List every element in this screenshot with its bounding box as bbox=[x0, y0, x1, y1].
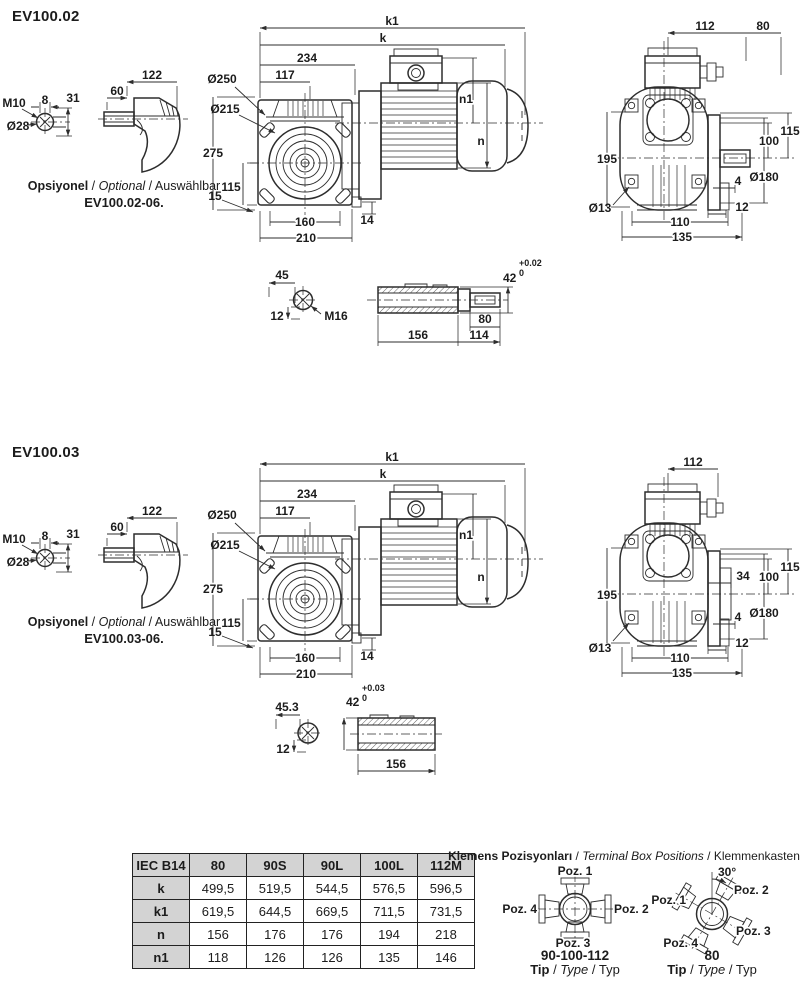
table-header-cell: 90L bbox=[304, 854, 361, 877]
caption-sep: / bbox=[145, 615, 155, 629]
table-cell: 711,5 bbox=[361, 900, 418, 923]
dim-275: 275 bbox=[202, 582, 224, 596]
dim-195: 195 bbox=[596, 588, 618, 602]
table-cell: 135 bbox=[361, 946, 418, 969]
caption-tr: Opsiyonel bbox=[27, 615, 89, 629]
caption-code: EV100.02-06. bbox=[84, 195, 164, 210]
label-30deg: 30° bbox=[718, 865, 737, 879]
dim-d28: Ø28 bbox=[6, 119, 30, 133]
label-poz4: Poz. 4 bbox=[502, 902, 537, 916]
terminal-box-title bbox=[440, 849, 807, 863]
dim-31: 31 bbox=[66, 91, 80, 105]
type-sep: / bbox=[588, 962, 599, 977]
type-en: Type bbox=[697, 962, 726, 977]
dim-m10: M10 bbox=[2, 96, 26, 110]
label-poz1: Poz. 1 bbox=[651, 893, 686, 907]
table-cell: 156 bbox=[190, 923, 247, 946]
ev03-front-drawing bbox=[195, 451, 550, 701]
label-poz3: Poz. 3 bbox=[736, 924, 771, 938]
label-poz2: Poz. 2 bbox=[614, 902, 649, 916]
key-end-view bbox=[269, 268, 348, 323]
label-poz4: Poz. 4 bbox=[663, 936, 698, 950]
dim-d180: Ø180 bbox=[749, 170, 779, 184]
table-cell: 731,5 bbox=[418, 900, 475, 923]
dimensions bbox=[203, 450, 525, 681]
dim-122: 122 bbox=[141, 68, 163, 82]
table-header-cell: 112M bbox=[418, 854, 475, 877]
type-sep: / bbox=[725, 962, 736, 977]
dim-117: 117 bbox=[275, 68, 295, 82]
dim-156: 156 bbox=[407, 328, 429, 342]
table-row-label: n bbox=[133, 923, 190, 946]
dim-14: 14 bbox=[360, 213, 374, 227]
dim-210: 210 bbox=[295, 231, 317, 245]
ev02-shaft-drawing bbox=[255, 250, 550, 350]
dim-12: 12 bbox=[735, 636, 749, 650]
terminal-box-80-type-line bbox=[647, 962, 777, 977]
type-de: Typ bbox=[735, 962, 757, 977]
dim-m10: M10 bbox=[2, 532, 26, 546]
dim-tol-zero: 0 bbox=[362, 693, 368, 703]
dim-114: 114 bbox=[469, 328, 489, 342]
caption-sep: / bbox=[88, 179, 99, 193]
dim-n: n bbox=[477, 134, 485, 148]
caption-tr: Opsiyonel bbox=[27, 179, 89, 193]
dim-tol-upper: +0.03 bbox=[362, 683, 385, 693]
terminal-box-90-type-line bbox=[510, 962, 640, 977]
terminal-title-sep: / bbox=[703, 849, 714, 863]
type-sep: / bbox=[686, 962, 698, 977]
dim-275: 275 bbox=[202, 146, 224, 160]
table-row-label: k1 bbox=[133, 900, 190, 923]
table-cell: 218 bbox=[418, 923, 475, 946]
dim-115: 115 bbox=[780, 124, 800, 138]
label-poz2: Poz. 2 bbox=[734, 883, 769, 897]
dim-12: 12 bbox=[276, 742, 290, 756]
caption-de: Auswählbar bbox=[154, 179, 221, 193]
dim-112: 112 bbox=[683, 455, 703, 469]
dim-15: 15 bbox=[208, 625, 222, 639]
table-cell: 118 bbox=[190, 946, 247, 969]
terminal-title-sep: / bbox=[572, 849, 583, 863]
dim-112: 112 bbox=[695, 19, 715, 33]
type-tr: Tip bbox=[667, 962, 687, 977]
dim-135: 135 bbox=[671, 666, 693, 680]
dim-234: 234 bbox=[296, 487, 318, 501]
dim-12: 12 bbox=[270, 309, 284, 323]
table-cell: 576,5 bbox=[361, 877, 418, 900]
shaft-end-view bbox=[2, 91, 80, 137]
dim-115: 115 bbox=[780, 560, 800, 574]
terminal-title-de: Klemmenkasten bbox=[713, 849, 800, 863]
leader-d13 bbox=[613, 623, 629, 641]
dim-156: 156 bbox=[385, 757, 407, 771]
table-cell: 146 bbox=[418, 946, 475, 969]
dim-d215: Ø215 bbox=[210, 538, 240, 552]
dim-8: 8 bbox=[41, 529, 49, 543]
dim-k: k bbox=[379, 31, 387, 45]
gearbox-outline bbox=[258, 100, 361, 207]
dim-115: 115 bbox=[221, 616, 241, 630]
section-title-ev100-03: EV100.03 bbox=[12, 444, 80, 461]
dim-d250: Ø250 bbox=[207, 72, 237, 86]
type-tr: Tip bbox=[530, 962, 550, 977]
table-cell: 499,5 bbox=[190, 877, 247, 900]
torque-arm-view bbox=[98, 504, 188, 608]
type-sep: / bbox=[549, 962, 561, 977]
leader-d28 bbox=[28, 124, 37, 125]
dim-d28: Ø28 bbox=[6, 555, 30, 569]
dim-m16: M16 bbox=[324, 309, 348, 323]
table-cell: 669,5 bbox=[304, 900, 361, 923]
housing-outline bbox=[620, 484, 731, 646]
caption-sep: / bbox=[88, 615, 99, 629]
dim-k1: k1 bbox=[385, 450, 399, 464]
label-poz3: Poz. 3 bbox=[555, 936, 591, 950]
dim-d215: Ø215 bbox=[210, 102, 240, 116]
dim-4: 4 bbox=[734, 174, 742, 188]
caption-de: Auswählbar bbox=[154, 615, 221, 629]
type-en: Type bbox=[560, 962, 589, 977]
dim-60: 60 bbox=[110, 84, 124, 98]
table-cell: 176 bbox=[247, 923, 304, 946]
table-cell: 126 bbox=[247, 946, 304, 969]
terminal-box-80-diagram bbox=[650, 865, 790, 949]
table-row bbox=[133, 946, 475, 969]
leader-m10 bbox=[22, 545, 38, 554]
dimensions bbox=[203, 14, 525, 245]
dim-160: 160 bbox=[294, 215, 316, 229]
dim-42: 42 bbox=[503, 271, 517, 285]
label-poz1: Poz. 1 bbox=[557, 864, 593, 878]
terminal-title-tr: Klemens Pozisyonları bbox=[448, 849, 573, 863]
dim-210: 210 bbox=[295, 667, 317, 681]
dim-4: 4 bbox=[734, 610, 742, 624]
dim-14: 14 bbox=[360, 649, 374, 663]
dim-k1: k1 bbox=[385, 14, 399, 28]
table-cell: 619,5 bbox=[190, 900, 247, 923]
dim-234: 234 bbox=[296, 51, 318, 65]
table-cell: 176 bbox=[304, 923, 361, 946]
dim-122: 122 bbox=[141, 504, 163, 518]
dim-34: 34 bbox=[736, 569, 750, 583]
hollow-shaft-section bbox=[344, 683, 442, 775]
caption-en: Optional bbox=[98, 615, 146, 629]
shaft-end-view bbox=[2, 527, 80, 573]
dim-tol-zero: 0 bbox=[519, 268, 525, 278]
leader-m16 bbox=[311, 306, 321, 314]
table-header-cell: 100L bbox=[361, 854, 418, 877]
table-row bbox=[133, 900, 475, 923]
dim-80: 80 bbox=[756, 19, 770, 33]
terminal-box-80-name: 80 bbox=[704, 948, 720, 963]
table-row bbox=[133, 877, 475, 900]
dim-d180: Ø180 bbox=[749, 606, 779, 620]
dim-31: 31 bbox=[66, 527, 80, 541]
dim-n: n bbox=[477, 570, 485, 584]
table-cell: 194 bbox=[361, 923, 418, 946]
shaft-section bbox=[367, 258, 542, 346]
table-cell: 519,5 bbox=[247, 877, 304, 900]
dim-160: 160 bbox=[294, 651, 316, 665]
dim-135: 135 bbox=[671, 230, 693, 244]
dim-d250: Ø250 bbox=[207, 508, 237, 522]
table-header-cell: 90S bbox=[247, 854, 304, 877]
housing-outline bbox=[620, 48, 750, 210]
table-row-label: k bbox=[133, 877, 190, 900]
dim-195: 195 bbox=[596, 152, 618, 166]
ev03-shaft-drawing bbox=[270, 680, 550, 790]
dim-100: 100 bbox=[758, 134, 780, 148]
dim-115: 115 bbox=[221, 180, 241, 194]
ev02-front-drawing bbox=[195, 15, 550, 265]
ev02-side-drawing bbox=[585, 15, 807, 260]
caption-sep: / bbox=[145, 179, 155, 193]
dim-110: 110 bbox=[670, 215, 690, 229]
motor-outline bbox=[342, 49, 528, 199]
table-header-cell: 80 bbox=[190, 854, 247, 877]
dim-42: 42 bbox=[346, 695, 360, 709]
dim-12: 12 bbox=[735, 200, 749, 214]
caption-en: Optional bbox=[98, 179, 146, 193]
table-header-row bbox=[133, 854, 475, 877]
leader-m10 bbox=[22, 109, 38, 118]
terminal-box-90-100-112-diagram bbox=[495, 864, 649, 950]
ev03-side-drawing bbox=[585, 451, 807, 696]
dim-d13: Ø13 bbox=[588, 201, 612, 215]
table-cell: 544,5 bbox=[304, 877, 361, 900]
dim-n1: n1 bbox=[458, 92, 474, 106]
caption-code: EV100.03-06. bbox=[84, 631, 164, 646]
dim-45: 45 bbox=[275, 268, 289, 282]
dim-45-3: 45.3 bbox=[275, 700, 299, 714]
iec-dimension-table bbox=[132, 853, 475, 969]
table-cell: 644,5 bbox=[247, 900, 304, 923]
table-cell: 126 bbox=[304, 946, 361, 969]
table-cell: 596,5 bbox=[418, 877, 475, 900]
dim-tol-upper: +0.02 bbox=[519, 258, 542, 268]
dim-15: 15 bbox=[208, 189, 222, 203]
torque-arm-view bbox=[98, 68, 188, 172]
section-title-ev100-02: EV100.02 bbox=[12, 8, 80, 25]
dim-117: 117 bbox=[275, 504, 295, 518]
terminal-box-90-name: 90-100-112 bbox=[540, 948, 610, 963]
terminal-title-en: Terminal Box Positions bbox=[582, 849, 704, 863]
table-row bbox=[133, 923, 475, 946]
dim-d13: Ø13 bbox=[588, 641, 612, 655]
motor-outline bbox=[342, 485, 528, 635]
dim-100: 100 bbox=[758, 570, 780, 584]
table-row-label: n1 bbox=[133, 946, 190, 969]
type-de: Typ bbox=[598, 962, 620, 977]
key-end-view bbox=[275, 700, 322, 756]
dim-60: 60 bbox=[110, 520, 124, 534]
terminal-box-cross bbox=[537, 873, 613, 945]
dim-110: 110 bbox=[670, 651, 690, 665]
leader-d28 bbox=[28, 560, 37, 561]
dim-80: 80 bbox=[478, 312, 492, 326]
table-header-cell: IEC B14 bbox=[133, 854, 190, 877]
dim-8: 8 bbox=[41, 93, 49, 107]
dim-n1: n1 bbox=[458, 528, 474, 542]
dim-k: k bbox=[379, 467, 387, 481]
leader-d13 bbox=[613, 187, 629, 205]
